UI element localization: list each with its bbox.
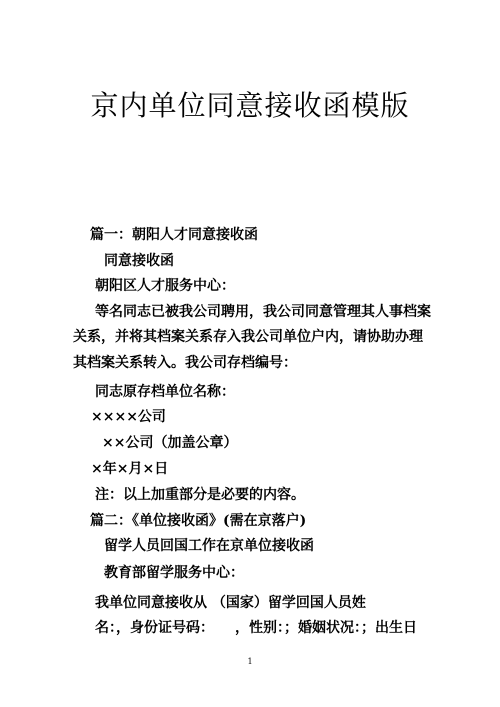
letter-title-2: 留学人员回国工作在京单位接收函: [104, 538, 314, 554]
note-line: 注：以上加重部分是必要的内容。: [95, 487, 305, 503]
section-heading-1: 篇一：朝阳人才同意接收函: [90, 227, 258, 243]
body-line-5: 我单位同意接收从 （国家）留学回国人员姓: [95, 595, 366, 611]
section-heading-2: 篇二：《单位接收函》(需在京落户): [90, 513, 307, 529]
body-line-2: 关系，并将其档案关系存入我公司单位户内，请协助办理: [73, 329, 423, 345]
page-number: 1: [247, 657, 253, 666]
body-line-1: 等名同志已被我公司聘用，我公司同意管理其人事档案: [95, 304, 431, 320]
recipient-2: 教育部留学服务中心：: [104, 565, 244, 581]
recipient-1: 朝阳区人才服务中心：: [95, 278, 235, 294]
body-line-3: 其档案关系转入。我公司存档编号：: [73, 355, 297, 371]
date-line: ×年×月×日: [91, 461, 169, 477]
letter-title-1: 同意接收函: [104, 253, 174, 269]
body-line-6: 名：，身份证号码： ，性别：；婚姻状况：；出生日: [95, 620, 417, 636]
body-line-4: 同志原存档单位名称：: [95, 384, 235, 400]
document-title: 京内单位同意接收函模版: [90, 89, 410, 122]
company-seal: ××公司（加盖公章）: [102, 435, 238, 451]
company-placeholder: ××××公司: [91, 409, 166, 425]
